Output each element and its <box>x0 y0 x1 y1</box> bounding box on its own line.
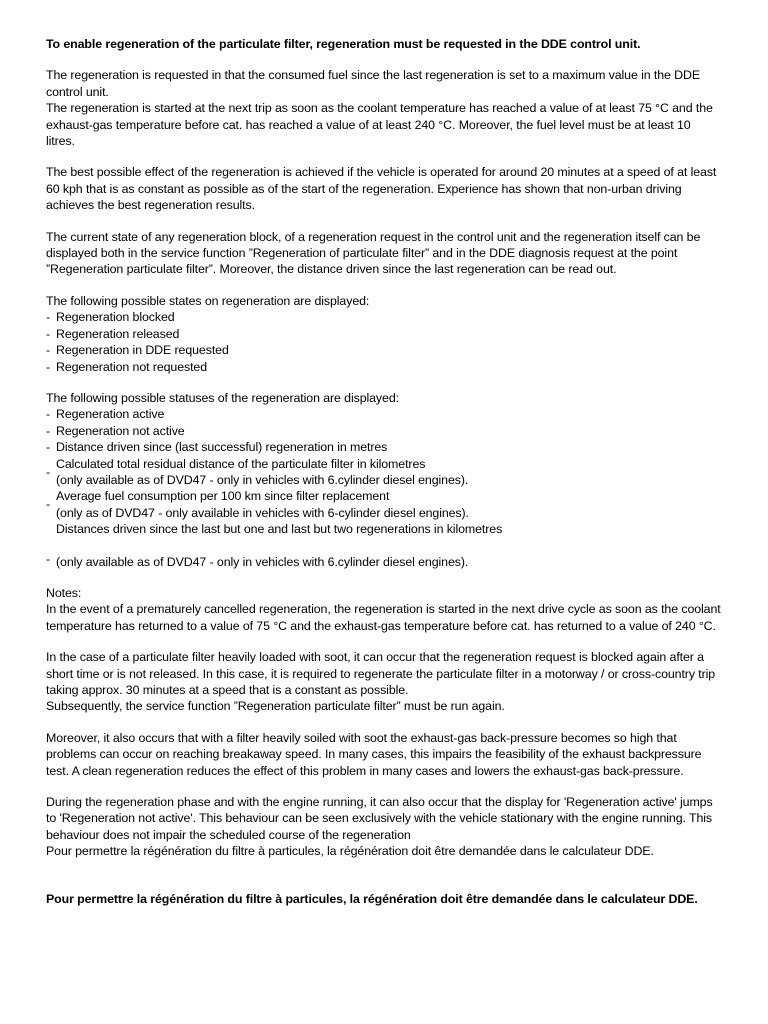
footer-french-heading: Pour permettre la régénération du filtre à particules, la régénération doit être demandée dans le calculateur DDE. <box>46 891 698 906</box>
list-item: - Regeneration in DDE requested <box>46 342 722 358</box>
fuel-consumption-note: (only as of DVD47 - only available in vehicles with 6-cylinder diesel engines). <box>56 505 469 520</box>
list-item: - Regeneration not active <box>46 423 722 439</box>
residual-distance-text: - Calculated total residual distance of the particulate filter in kilometres <box>56 456 426 471</box>
distances-driven-text: - Distances driven since the last but one and last but two regenerations in kilometres <box>56 522 503 537</box>
paragraph-start-conditions: The regeneration is started at the next trip as soon as the coolant temperature has reached a value of at least 75 °C and the exhaust-gas temperature before cat. has reached a value of at least 240 °C. Moreover, the fuel level must be at least 10 litres. <box>46 101 713 149</box>
paragraph-best-effect: The best possible effect of the regeneration is achieved if the vehicle is operated for around 20 minutes at a speed of at least 60 kph that is as constant as possible as of the start of the regeneration. Experience has shown that non-urban driving achieves the best regeneration results. <box>46 165 717 213</box>
paragraph-request: The regeneration is requested in that the consumed fuel since the last regeneration is set to a maximum value in the DDE control unit. <box>46 68 701 99</box>
note-back-pressure: Moreover, it also occurs that with a filter heavily soiled with soot the exhaust-gas back-pressure becomes so high that problems can occur on reaching breakaway speed. In many cases, this impairs the feasibility of the exhaust backpressure test. A clean regeneration reduces the effect of this problem in many cases and lowers the exhaust-gas back-pressure. <box>46 730 702 778</box>
statuses-intro: The following possible statuses of the regeneration are displayed: <box>46 390 399 405</box>
note-french: Pour permettre la régénération du filtre à particules, la régénération doit être demandée dans le calculateur DDE. <box>46 844 654 859</box>
list-item: - Regeneration not requested <box>46 359 722 375</box>
statuses-list <box>46 406 722 570</box>
note-cancelled-regeneration: In the event of a prematurely cancelled regeneration, the regeneration is started in the next drive cycle as soon as the coolant temperature has returned to a value of 75 °C and the exhaust-gas temperature before cat. has returned to a value of 240 °C. <box>46 602 721 633</box>
list-item-distances-driven <box>46 521 722 570</box>
note-heavy-soot: In the case of a particulate filter heavily loaded with soot, it can occur that the regeneration request is blocked again after a short time or is not released. In this case, it is required to regenerate the particulate filter in a motorway / or cross-country trip taking approx. 30 minutes at a speed that is a constant as possible. <box>46 650 716 697</box>
document-page <box>46 36 722 907</box>
note-service-function: Subsequently, the service function ”Regeneration particulate filter” must be run again. <box>46 699 505 714</box>
states-intro: The following possible states on regeneration are displayed: <box>46 293 370 308</box>
paragraph-current-state: The current state of any regeneration block, of a regeneration request in the control unit and the regeneration itself can be displayed both in the service function ”Regeneration of particulate filter” and in the DDE diagnosis request at the point ”Regeneration particulate filter”. Moreover, the distance driven since the last regeneration can be read out. <box>46 229 701 277</box>
residual-distance-note: (only available as of DVD47 - only in vehicles with 6.cylinder diesel engines). <box>56 472 469 487</box>
document-title: To enable regeneration of the particulate filter, regeneration must be requested in the DDE control unit. <box>46 37 641 51</box>
list-item: - Regeneration blocked <box>46 309 722 325</box>
list-item: - Regeneration active <box>46 406 722 422</box>
list-item-residual-distance <box>46 456 722 489</box>
notes-label: Notes: <box>46 585 82 600</box>
fuel-consumption-text: - Average fuel consumption per 100 km since filter replacement <box>56 489 390 504</box>
list-item: - Regeneration released <box>46 326 722 342</box>
note-display-jump: During the regeneration phase and with the engine running, it can also occur that the display for 'Regeneration active' jumps to 'Regeneration not active'. This behaviour can be seen exclusively with the vehicle stationary with the engine running. This behaviour does not impair the scheduled course of the regeneration <box>46 795 713 842</box>
states-list <box>46 309 722 375</box>
distances-driven-note: (only available as of DVD47 - only in vehicles with 6.cylinder diesel engines). <box>56 554 469 569</box>
list-item: - Distance driven since (last successful) regeneration in metres <box>46 439 722 455</box>
list-item-fuel-consumption <box>46 488 722 521</box>
